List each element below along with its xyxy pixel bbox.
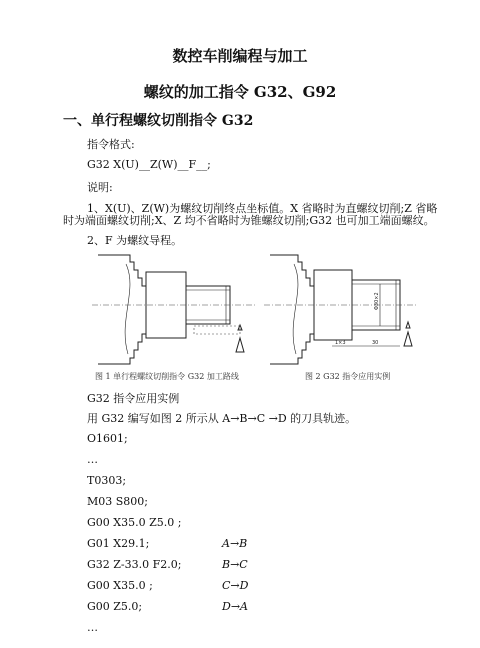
program-comment: C→D — [222, 579, 249, 592]
figure-2-diagram — [262, 250, 422, 368]
section-heading: 一、单行程螺纹切削指令 G32 — [63, 113, 254, 129]
figure-1-diagram — [90, 250, 260, 368]
chuck-outline-2 — [270, 255, 314, 364]
diameter-label: Φ30×2 — [374, 292, 380, 310]
document-title: 数控车削编程与加工 — [172, 47, 308, 65]
program-line: G01 X29.1; — [87, 537, 150, 550]
format-code: G32 X(U)__Z(W)__F__; — [87, 158, 211, 171]
note-1-line-2: 时为端面螺纹切削;X、Z 均不省略时为锥螺纹切削;G32 也可加工端面螺纹。 — [63, 214, 435, 227]
format-label: 指令格式: — [87, 138, 135, 151]
program-line: … — [87, 453, 98, 466]
program-line: … — [87, 621, 98, 634]
program-comment: A→B — [222, 537, 248, 550]
figure-2-caption: 图 2 G32 指令应用实例 — [305, 372, 391, 381]
program-line: G00 Z5.0; — [87, 600, 143, 613]
document-subtitle: 螺纹的加工指令 G32、G92 — [143, 83, 337, 101]
note-label: 说明: — [87, 181, 113, 194]
program-line: G00 X35.0 Z5.0 ; — [87, 516, 182, 529]
chuck-outline — [98, 255, 146, 364]
program-comment: D→A — [222, 600, 248, 613]
cutting-tool-icon — [236, 338, 244, 352]
cutting-tool-icon — [404, 332, 412, 346]
example-description: 用 G32 编写如图 2 所示从 A→B→C →D 的刀具轨迹。 — [87, 412, 357, 425]
dim-small-label: 1×3 — [335, 340, 346, 346]
program-comment: B→C — [222, 558, 248, 571]
note-2: 2、F 为螺纹导程。 — [87, 234, 183, 247]
example-title: G32 指令应用实例 — [87, 392, 180, 405]
note-1-line-1: 1、X(U)、Z(W)为螺纹切削终点坐标值。X 省略时为直螺纹切削;Z 省略 — [87, 202, 438, 215]
figure-1-caption: 图 1 单行程螺纹切削指令 G32 加工路线 — [95, 372, 239, 381]
program-line: G32 Z-33.0 F2.0; — [87, 558, 182, 571]
program-line: M03 S800; — [87, 495, 148, 508]
program-line: G00 X35.0 ; — [87, 579, 153, 592]
dim-big-label: 30 — [372, 340, 379, 346]
program-line: O1601; — [87, 432, 128, 445]
program-line: T0303; — [87, 474, 127, 487]
